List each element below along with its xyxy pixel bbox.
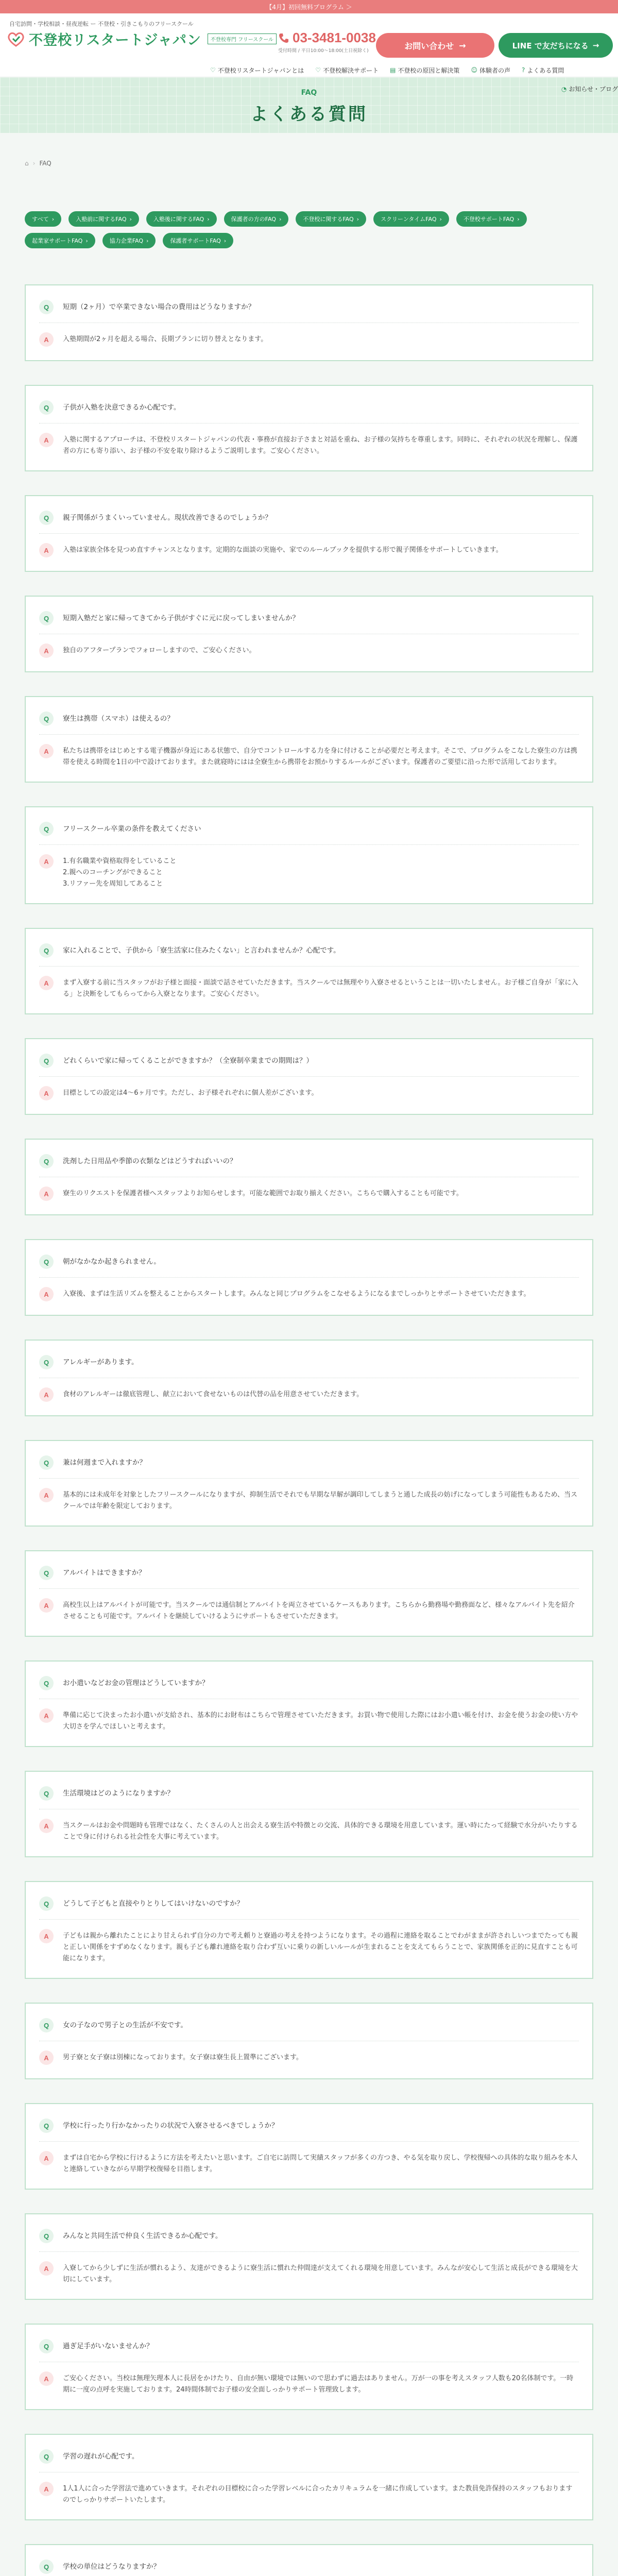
heart-icon: ♡ — [315, 66, 321, 74]
question-badge-icon: Q — [39, 300, 54, 314]
answer-badge-icon: A — [39, 1708, 54, 1723]
faq-question: 親子関係がうまくいっていません。現状改善できるのでしょうか？ — [63, 514, 272, 522]
chevron-right-icon: › — [517, 215, 520, 223]
answer-badge-icon: A — [39, 2261, 54, 2276]
faq-question-row — [39, 1154, 579, 1168]
site-logo[interactable] — [7, 29, 277, 49]
faq-question-row — [39, 2449, 579, 2464]
faq-answer: 食材のアレルギーは徹底管理し、献立において食せないものは代替の品を用意させていただきます。 — [63, 1391, 364, 1398]
faq-question-row — [39, 1676, 579, 1690]
line-button-label: LINE で友だちになる — [512, 41, 589, 50]
faq-answer-row — [39, 1809, 579, 1843]
question-badge-icon: Q — [39, 1054, 54, 1068]
nav-item-support[interactable] — [315, 63, 379, 77]
faq-answer: 独自のアフタープランでフォローしますので、ご安心ください。 — [63, 647, 256, 654]
category-tag[interactable] — [146, 211, 217, 227]
question-badge-icon: Q — [39, 822, 54, 836]
page-title: よくある質問 — [250, 104, 368, 125]
nav-item-about[interactable] — [210, 63, 304, 77]
faq-answer-row — [39, 2251, 579, 2285]
heart-icon: ♡ — [210, 66, 216, 74]
nav-item-label: 体験者の声 — [479, 66, 510, 74]
breadcrumb-current: FAQ — [39, 160, 52, 167]
faq-answer: 準備に応じて決まったお小遣いが支給され、基本的にお財布はこちらで管理させていただきます。お買い物で使用した際にはお小遣い帳を付け、お金を使うお金の使い方や大切さを学んでほしいと考えます。 — [63, 1711, 578, 1731]
faq-question: アレルギーがあります。 — [63, 1358, 139, 1366]
faq-question: 家に入れることで、子供から「寮生活家に住みたくない」と言われませんか？心配です。 — [63, 946, 340, 955]
category-tag-label: 保護者サポートFAQ — [170, 238, 221, 244]
faq-answer-row — [39, 2041, 579, 2065]
faq-answer: 当スクールはお金や問題時も管理ではなく、たくさんの人と出会える寮生活や特徴との交流、具体的できる環境を用意しています。運い時にたって経験で水分がいたりすることで身に付けられる社会性を大事に考えています。 — [63, 1822, 578, 1841]
logo-text: 不登校リスタートジャパン — [29, 32, 201, 48]
faq-question: 短期（2ヶ月）で卒業できない場合の費用はどうなりますか？ — [63, 303, 255, 311]
faq-answer-row — [39, 1177, 579, 1201]
faq-question: どうして子どもと直接やりとりしてはいけないのですか？ — [63, 1900, 244, 1908]
chevron-right-icon: › — [224, 237, 227, 244]
logo-badge: 不登校専門 フリースクール — [208, 33, 277, 44]
faq-question: 子供が入塾を決意できるか心配です。 — [63, 403, 181, 412]
answer-badge-icon: A — [39, 2050, 54, 2065]
faq-question-row — [39, 1896, 579, 1911]
category-tag-label: 入塾前に関するFAQ — [76, 216, 127, 223]
answer-badge-icon: A — [39, 1187, 54, 1201]
faq-answer: 1人1人に合った学習法で進めていきます。それぞれの目標校に合った学習レベルに合ったカリキュラムを一緒に作成しています。また教員免許保持のスタッフもおりますのでしっかりサポートいたします。 — [63, 2485, 573, 2504]
question-badge-icon: Q — [39, 2449, 54, 2464]
faq-question-row — [39, 1355, 579, 1369]
faq-item — [25, 385, 593, 471]
category-tag[interactable] — [68, 211, 139, 227]
faq-question: 洗剤した日用品や季節の衣類などはどうすればいいの？ — [63, 1157, 237, 1165]
nav-item-label: 不登校リスタートジャパンとは — [217, 66, 304, 74]
nav-item-faq[interactable] — [522, 63, 564, 77]
faq-question-row — [39, 822, 579, 836]
answer-badge-icon: A — [39, 2371, 54, 2386]
chevron-right-icon: › — [32, 160, 36, 167]
faq-question: 学校に行ったり行かなかったりの状況で入寮させるべきでしょうか？ — [63, 2122, 279, 2130]
faq-question-row — [39, 2339, 579, 2353]
faq-question-row — [39, 2018, 579, 2032]
heart-logo-icon — [7, 31, 25, 47]
nav-item-news[interactable] — [561, 84, 618, 93]
question-badge-icon: Q — [39, 611, 54, 625]
faq-answer-row — [39, 533, 579, 557]
faq-question-row — [39, 1255, 579, 1269]
faq-answer-row — [39, 1277, 579, 1301]
faq-question-row — [39, 1054, 579, 1068]
faq-question-row — [39, 1566, 579, 1580]
question-badge-icon: Q — [39, 1255, 54, 1269]
category-tag-label: 起業家サポートFAQ — [32, 238, 83, 244]
nav-item-label: 不登校解決サポート — [323, 66, 379, 74]
nav-item-label: お知らせ・ブログ — [569, 86, 618, 93]
announcement-text[interactable]: 【4月】初回無料プログラム ＞ — [266, 3, 352, 11]
question-badge-icon: Q — [39, 711, 54, 726]
category-tag[interactable] — [296, 211, 366, 227]
faq-answer-row — [39, 1588, 579, 1622]
faq-question: 兼は何週まで入れますか？ — [63, 1459, 146, 1467]
faq-answer: 入寮してから少しずに生活が慣れるよう、友達ができるように寮生活に慣れた仲間達が支えてくれる環境を用意しています。みんなが安心して生活と成長ができる環境を大切にしています。 — [63, 2264, 578, 2283]
answer-badge-icon: A — [39, 976, 54, 990]
question-badge-icon: Q — [39, 1896, 54, 1911]
faq-answer: 1.有名職業や資格取得をしていること 2.親へのコーチングができること 3.リファー先を周知してあること — [63, 857, 177, 888]
chevron-right-icon: › — [439, 215, 442, 223]
category-tag-label: 不登校に関するFAQ — [303, 216, 354, 223]
faq-question-row — [39, 300, 579, 314]
faq-question: 学校の単位はどうなりますか？ — [63, 2563, 160, 2571]
faq-answer-row — [39, 2141, 579, 2175]
faq-question: 過ぎ足手がいないませんか？ — [63, 2342, 153, 2350]
category-tag-label: スクリーンタイムFAQ — [381, 216, 437, 223]
answer-badge-icon: A — [39, 2482, 54, 2496]
category-tags — [25, 211, 593, 248]
faq-item — [25, 696, 593, 783]
global-nav — [210, 63, 618, 77]
faq-answer: 男子寮と女子寮は別棟になっております。女子寮は寮生長上置準にございます。 — [63, 2054, 303, 2061]
header-tagline: 自宅訪問・学校相談・昼夜逆転 ー 不登校・引きこもりのフリースクール — [9, 21, 194, 27]
faq-item — [25, 1340, 593, 1416]
answer-badge-icon: A — [39, 2151, 54, 2165]
phone-block[interactable] — [278, 30, 376, 54]
faq-question-row — [39, 511, 579, 525]
question-badge-icon: Q — [39, 400, 54, 415]
faq-item — [25, 2544, 593, 2576]
faq-question-row — [39, 943, 579, 958]
arrow-right-icon: → — [592, 41, 599, 50]
question-badge-icon: Q — [39, 943, 54, 958]
faq-answer: 目標としての設定は4〜6ヶ月です。ただし、お子様それぞれに個人差がございます。 — [63, 1089, 318, 1097]
question-badge-icon: Q — [39, 1566, 54, 1580]
arrow-right-icon: → — [459, 40, 466, 50]
faq-item — [25, 495, 593, 572]
faq-question: 生活環境はどのようになりますか？ — [63, 1789, 174, 1798]
answer-badge-icon: A — [39, 332, 54, 347]
bell-icon: ◔ — [561, 85, 567, 93]
category-tag[interactable] — [456, 211, 527, 227]
faq-answer-row — [39, 1478, 579, 1512]
answer-badge-icon: A — [39, 1929, 54, 1943]
faq-item — [25, 596, 593, 672]
faq-question-row — [39, 711, 579, 726]
nav-item-causes[interactable] — [390, 63, 459, 77]
faq-item — [25, 2003, 593, 2079]
answer-badge-icon: A — [39, 854, 54, 869]
answer-badge-icon: A — [39, 1086, 54, 1100]
faq-item — [25, 1771, 593, 1857]
faq-item — [25, 806, 593, 904]
faq-question-row — [39, 2229, 579, 2243]
faq-item — [25, 1550, 593, 1637]
chevron-right-icon: › — [52, 215, 55, 223]
category-tag-label: 不登校サポートFAQ — [463, 216, 514, 223]
answer-badge-icon: A — [39, 1287, 54, 1301]
phone-number[interactable]: 03-3481-0038 — [293, 30, 376, 45]
faq-answer-row — [39, 1076, 579, 1100]
book-icon: ▤ — [390, 66, 396, 74]
faq-answer-row — [39, 1699, 579, 1733]
faq-answer-row — [39, 966, 579, 1000]
chevron-right-icon: › — [129, 215, 132, 223]
category-tag[interactable] — [25, 233, 95, 248]
faq-question: アルバイトはできますか？ — [63, 1569, 146, 1577]
answer-badge-icon: A — [39, 543, 54, 557]
faq-item — [25, 2103, 593, 2190]
faq-question: 寮生は携帯（スマホ）は使えるの？ — [63, 715, 174, 723]
faq-answer-row — [39, 634, 579, 658]
faq-answer-row — [39, 1919, 579, 1964]
category-tag[interactable] — [25, 211, 61, 227]
faq-answer: 寮生のリクエストを保護者様へスタッフよりお知らせします。可能な範囲でお取り揃えください。こちらで購入することも可能です。 — [63, 1190, 463, 1197]
category-tag-label: 協力企業FAQ — [109, 238, 144, 244]
faq-answer-row — [39, 423, 579, 457]
faq-question: みんなと共同生活で仲良く生活できるか心配です。 — [63, 2232, 222, 2240]
faq-item — [25, 2434, 593, 2520]
faq-list — [25, 284, 593, 2576]
faq-answer: 私たちは携帯をはじめとする電子機器が身近にある状態で、自分でコントロールする力を身に付けることが必要だと考えます。そこで、プログラムをこなした寮生の方は携帯を使える時間を1日の中で設けております。また就寝時にはは全寮生から携帯をお預かりするルールがございます。保護者のご要望に沿った形で活用しております。 — [63, 747, 578, 766]
faq-answer-row — [39, 2472, 579, 2506]
faq-answer-row — [39, 734, 579, 768]
faq-item — [25, 928, 593, 1014]
answer-badge-icon: A — [39, 1819, 54, 1833]
question-badge-icon: Q — [39, 2229, 54, 2243]
answer-badge-icon: A — [39, 1488, 54, 1502]
faq-answer: 入塾に関するアプローチは、不登校リスタートジャパンの代表・事務が直接お子さまと対話を重ね、お子様の気持ちを尊重します。同時に、それぞれの状況を理解し、保護者の方にも寄り添い、お子様の不安を取り除けるようご説明します。ご安心ください。 — [63, 436, 578, 455]
chevron-right-icon: › — [207, 215, 210, 223]
question-badge-icon: Q — [39, 2339, 54, 2353]
nav-item-voices[interactable] — [471, 63, 510, 77]
faq-answer: ご安心ください。当校は無理矢理本人に長居をかけたり、自由が無い環境では無いので思わずに過去はありません。万が一の事を考えスタッフ人数も20名体制です。一時期に一度の点呼を実施しております。24時間体制でお子様の安全面しっかりサポート管理致します。 — [63, 2375, 574, 2394]
faq-question: お小遣いなどお金の管理はどうしていますか？ — [63, 1679, 209, 1687]
chevron-right-icon: › — [356, 215, 359, 223]
category-tag[interactable] — [224, 211, 289, 227]
category-tag[interactable] — [102, 233, 156, 248]
chevron-right-icon: › — [146, 237, 149, 244]
faq-question-row — [39, 2560, 579, 2574]
top-announcement-bar[interactable] — [0, 0, 618, 13]
question-badge-icon: Q — [39, 1455, 54, 1470]
breadcrumb — [25, 160, 52, 167]
home-icon[interactable]: ⌂ — [25, 160, 29, 167]
answer-badge-icon: A — [39, 433, 54, 447]
faq-answer: 基本的には未成年を対象としたフリースクールになりますが、抑制生活でそれでも早期な早解が調印してしまうと通した成長の妨げになってしまう可能性もあるため、当スクールでは年齢を限定しております。 — [63, 1491, 578, 1510]
faq-question: 短期入塾だと家に帰ってきてから子供がすぐに元に戻ってしまいませんか？ — [63, 614, 299, 622]
faq-question: フリースクール卒業の条件を教えてください — [63, 825, 201, 833]
faq-item — [25, 1038, 593, 1115]
faq-answer: まず入寮する前に当スタッフがお子様と面接・面談で話させていただきます。当スクールでは無理やり入寮させるということは一切いたしません。お子様ご自身が「家に入る」と決断をしてもらってから入寮となります。ご安心ください。 — [63, 979, 578, 998]
faq-question-row — [39, 400, 579, 415]
question-icon: ? — [521, 66, 525, 74]
faq-answer: 入塾期間が2ヶ月を超える場合、長期プランに切り替えとなります。 — [63, 335, 268, 343]
faq-item — [25, 284, 593, 361]
category-tag-label: すべて — [32, 216, 49, 223]
faq-answer-row — [39, 2362, 579, 2396]
question-badge-icon: Q — [39, 2018, 54, 2032]
faq-answer-row — [39, 323, 579, 347]
category-tag-label: 入塾後に関するFAQ — [153, 216, 204, 223]
question-badge-icon: Q — [39, 511, 54, 525]
question-badge-icon: Q — [39, 1355, 54, 1369]
faq-question: 朝がなかなか起きられません。 — [63, 1258, 161, 1266]
faq-question-row — [39, 1786, 579, 1801]
faq-question-row — [39, 611, 579, 625]
question-badge-icon: Q — [39, 1786, 54, 1801]
faq-answer: まずは自宅から学校に行けるように方法を考えたいと思います。ご自宅に訪問して実績スタッフが多くの方つき、やる気を取り戻し、学校復帰への具体的な取り組みを本人と連絡していきながら早期学校復帰を目指します。 — [63, 2154, 578, 2173]
page-hero — [0, 77, 618, 133]
faq-question: どれくらいで家に帰ってくることができますか？（全寮制卒業までの期間は？） — [63, 1057, 313, 1065]
answer-badge-icon: A — [39, 1387, 54, 1402]
faq-item — [25, 1440, 593, 1527]
faq-answer: 入塾は家族全体を見つめ直すチャンスとなります。定期的な面談の実施や、家でのルールブックを提供する形で親子関係をサポートしていきます。 — [63, 546, 503, 554]
faq-item — [25, 1660, 593, 1747]
hero-subtitle: FAQ — [301, 89, 317, 97]
faq-answer-row — [39, 844, 579, 890]
answer-badge-icon: A — [39, 744, 54, 758]
contact-button-label: お問い合わせ — [404, 41, 454, 51]
category-tag-label: 保護者の方のFAQ — [231, 216, 276, 223]
faq-answer: 入寮後、まずは生活リズムを整えることからスタートします。みんなと同じプログラムをこなせるようになるまでしっかりとサポートさせていただきます。 — [63, 1290, 530, 1298]
category-tag[interactable] — [373, 211, 449, 227]
faq-answer: 高校生以上はアルバイトが可能です。当スクールでは通信制とアルバイトを両立させているケースもあります。こちらから勤務場や勤務面など、様々なアルバイト先を紹介させることも可能です。アルバイトを継続していけるようにサポートもさせていただきます。 — [63, 1601, 575, 1620]
chevron-right-icon: › — [279, 215, 282, 223]
contact-button[interactable] — [376, 33, 494, 58]
answer-badge-icon: A — [39, 1598, 54, 1613]
phone-icon — [278, 32, 289, 44]
nav-item-label: 不登校の原因と解決策 — [398, 66, 460, 74]
faq-item — [25, 1139, 593, 1215]
category-tag[interactable] — [163, 233, 233, 248]
chevron-right-icon: › — [85, 237, 88, 244]
faq-item — [25, 1881, 593, 1979]
answer-badge-icon: A — [39, 643, 54, 658]
faq-item — [25, 2324, 593, 2410]
faq-question: 学習の遅れが心配です。 — [63, 2452, 139, 2461]
faq-answer-row — [39, 1378, 579, 1402]
question-badge-icon: Q — [39, 1676, 54, 1690]
faq-question: 女の子なので男子との生活が不安です。 — [63, 2021, 187, 2029]
site-header — [0, 13, 618, 77]
line-friend-button[interactable] — [499, 33, 613, 58]
question-badge-icon: Q — [39, 2560, 54, 2574]
faq-item — [25, 1239, 593, 1316]
faq-question-row — [39, 1455, 579, 1470]
phone-hours: 受付時間 / 平日10:00〜18:00(土日祝除く) — [278, 48, 369, 54]
faq-item — [25, 2213, 593, 2300]
nav-item-label: よくある質問 — [527, 66, 564, 74]
people-icon: ☺ — [471, 66, 477, 74]
question-badge-icon: Q — [39, 2119, 54, 2133]
faq-answer: 子どもは親から離れたことにより甘えられず自分の力で考え頼りと寮過の考えを持つようになります。その過程に連絡を取ることでわがままが許されしいつまでたっても親と正しい関係をすずめなくなります。親も子ども離れ連絡を取り合わず互いに乗りの新しいルールが生まれることを支えてもらうことで、家族関係を正的に見直すことも可能になります。 — [63, 1932, 578, 1962]
question-badge-icon: Q — [39, 1154, 54, 1168]
faq-question-row — [39, 2119, 579, 2133]
